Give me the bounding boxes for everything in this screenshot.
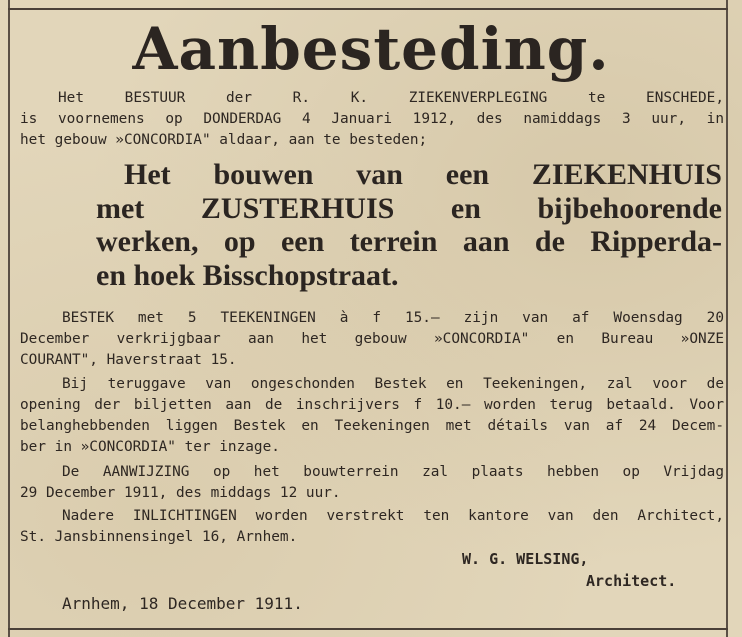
intro-line-2: is voornemens op DONDERDAG 4 Januari 1912, des namiddags 3 uur, in — [20, 111, 724, 127]
place-and-date: Arnhem, 18 December 1911. — [62, 594, 303, 613]
aanwijzing-line-2: 29 December 1911, des middags 12 uur. — [20, 485, 341, 501]
headline-line-4: en hoek Bisschopstraat. — [96, 258, 399, 292]
teruggave-paragraph — [20, 374, 724, 458]
bestek-line-3: COURANT", Haverstraat 15. — [20, 352, 237, 368]
bestek-paragraph — [20, 308, 724, 371]
headline-line-1: Het bouwen van een ZIEKENHUIS — [124, 158, 722, 191]
teruggave-line-3: belanghebbenden liggen Bestek en Teekeningen met détails van af 24 Decem- — [20, 418, 724, 434]
advertisement-title: Aanbesteding. — [132, 15, 610, 83]
intro-paragraph — [20, 88, 724, 151]
architect-title: Architect. — [586, 572, 677, 590]
intro-line-1: Het BESTUUR der R. K. ZIEKENVERPLEGING te ENSCHEDE, — [58, 90, 724, 106]
teruggave-line-4: ber in »CONCORDIA" ter inzage. — [20, 439, 280, 455]
intro-line-3: het gebouw »CONCORDIA" aldaar, aan te besteden; — [20, 132, 428, 148]
bestek-line-2: December verkrijgbaar aan het gebouw »CONCORDIA" en Bureau »ONZE — [20, 331, 724, 347]
bestek-line-1: BESTEK met 5 TEEKENINGEN à f 15.— zijn van af Woensdag 20 — [62, 310, 724, 326]
architect-name: W. G. WELSING, — [462, 550, 589, 568]
inlichtingen-line-1: Nadere INLICHTINGEN worden verstrekt ten kantore van den Architect, — [62, 508, 724, 524]
left-border-rule — [8, 0, 10, 637]
aanwijzing-paragraph — [20, 462, 724, 504]
bottom-rule — [8, 628, 728, 630]
aanwijzing-line-1: De AANWIJZING op het bouwterrein zal plaats hebben op Vrijdag — [62, 464, 724, 480]
headline-block — [96, 158, 722, 292]
teruggave-line-1: Bij teruggave van ongeschonden Bestek en Teekeningen, zal voor de — [62, 376, 724, 392]
headline-line-2: met ZUSTERHUIS en bijbehoorende — [96, 191, 722, 225]
inlichtingen-line-2: St. Jansbinnensingel 16, Arnhem. — [20, 529, 298, 545]
top-rule — [8, 8, 728, 10]
teruggave-line-2: opening der biljetten aan de inschrijvers f 10.— worden terug betaald. Voor — [20, 397, 724, 413]
inlichtingen-paragraph — [20, 506, 724, 548]
right-border-rule — [726, 0, 728, 637]
headline-line-3: werken, op een terrein aan de Ripperda- — [96, 225, 722, 258]
